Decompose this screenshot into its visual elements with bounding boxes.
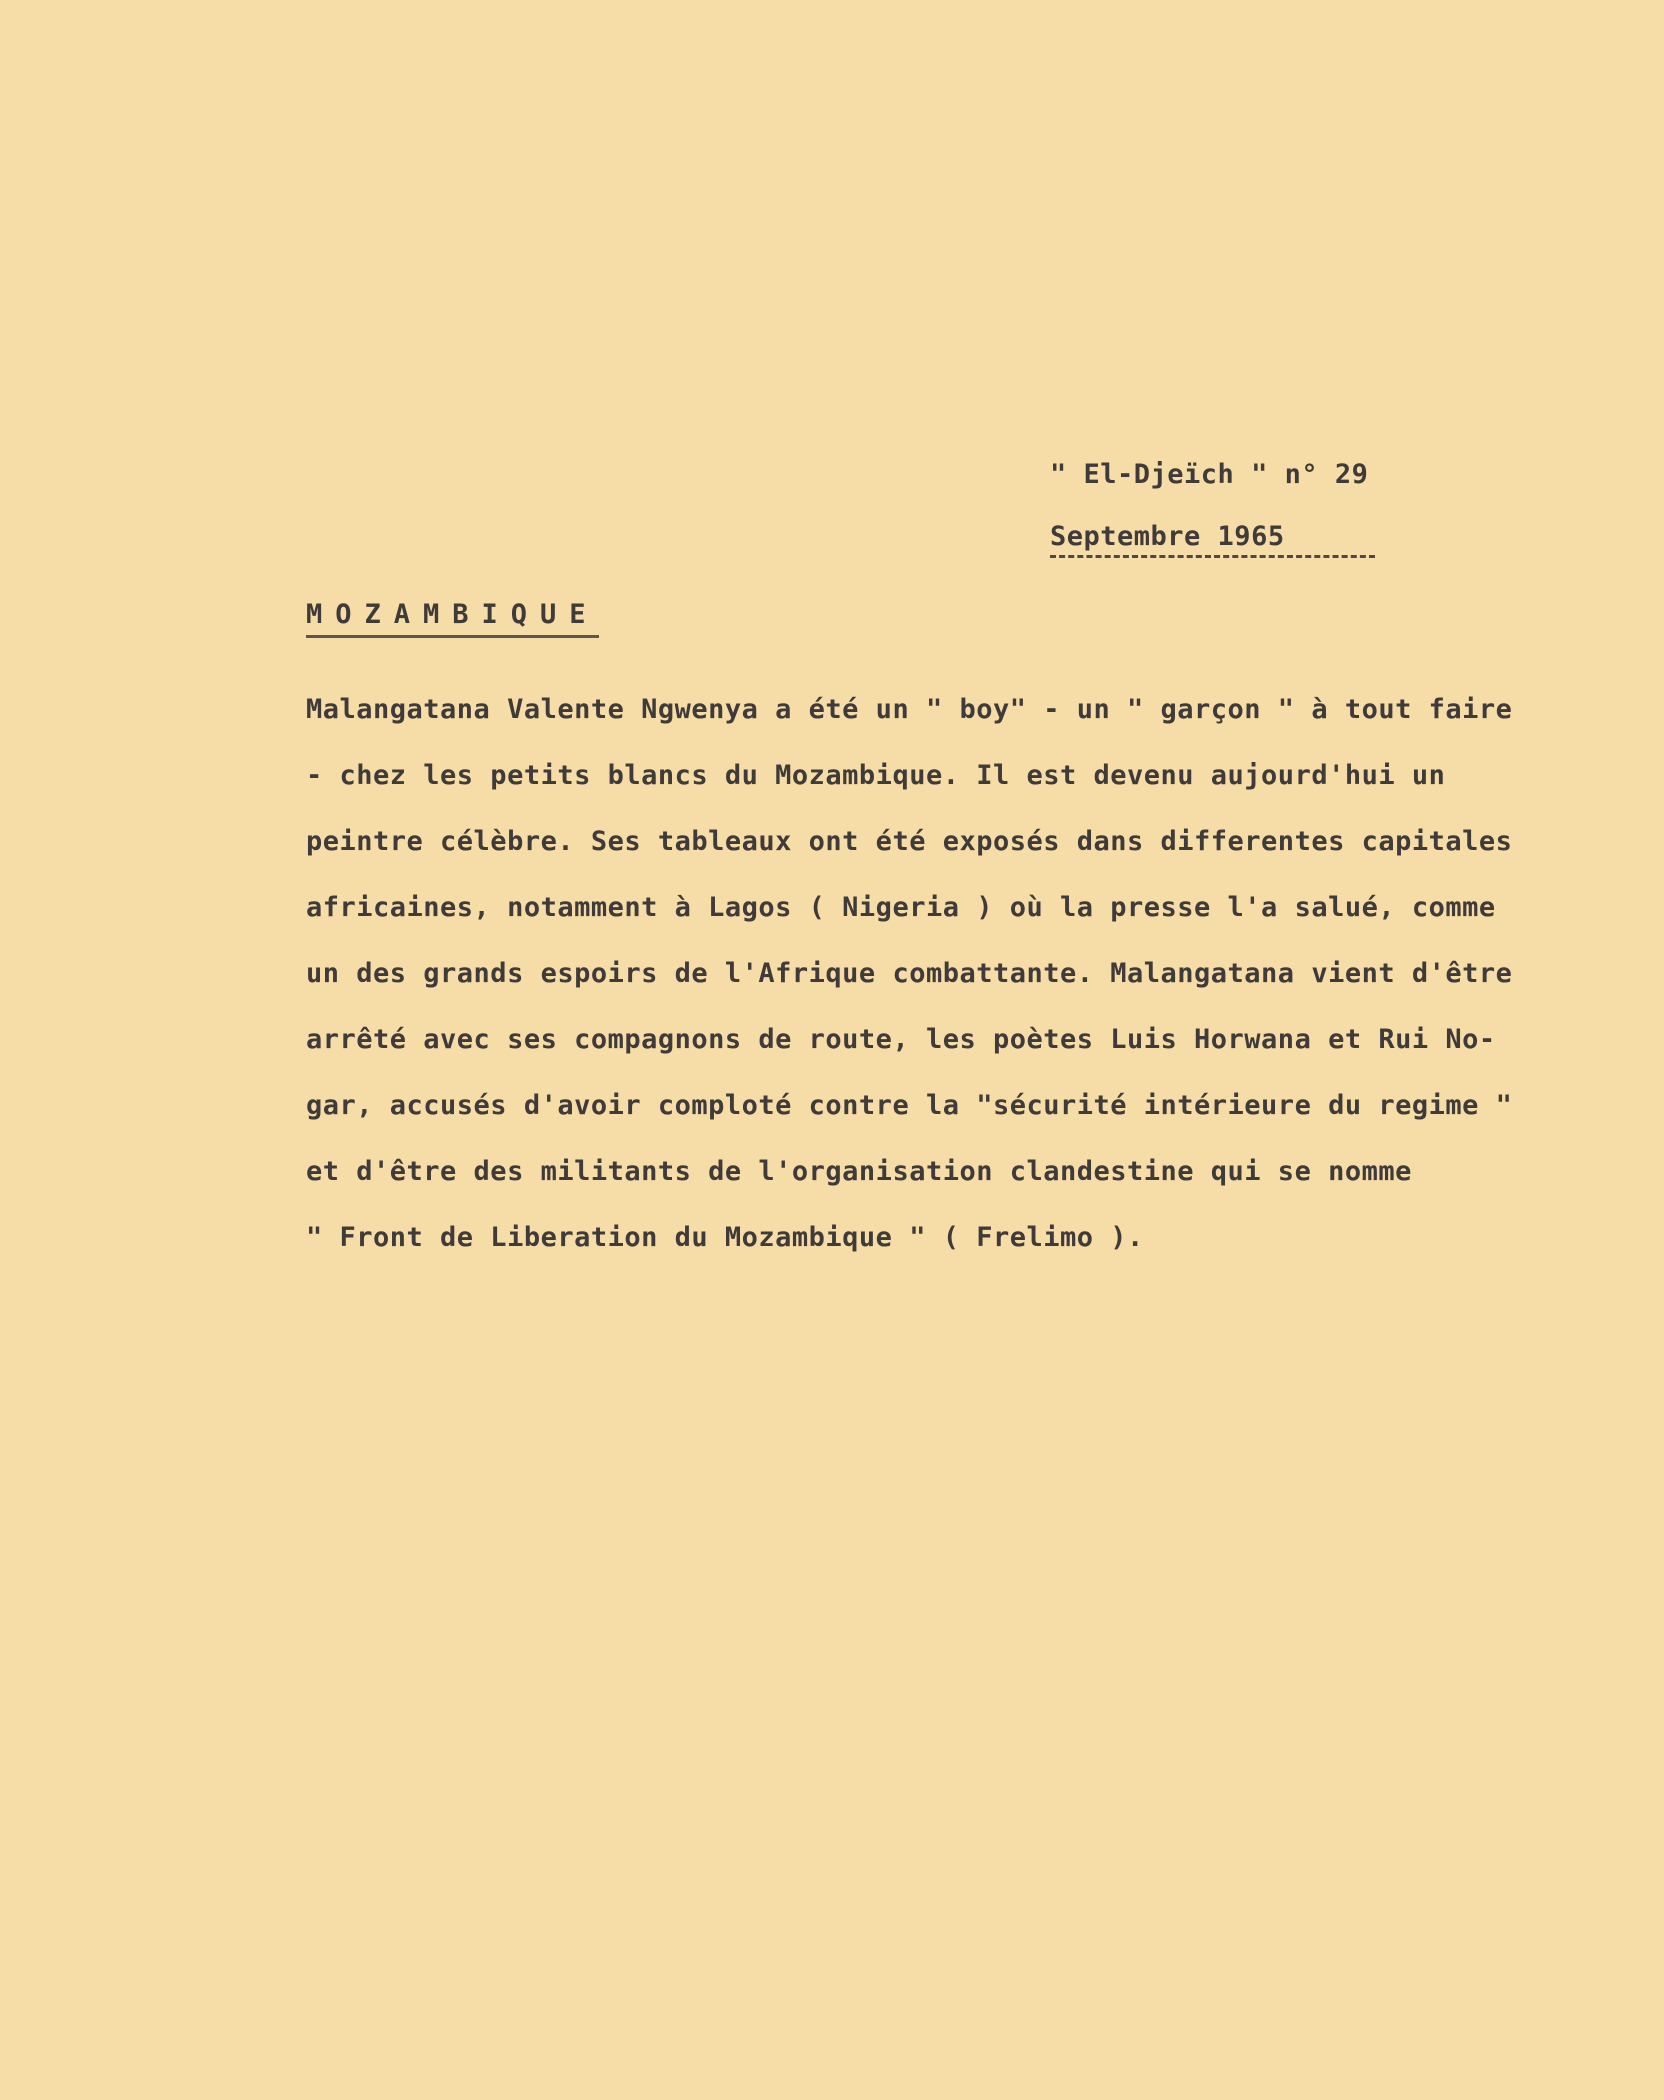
- body-text: [306, 690, 1651, 1284]
- publication-date: Septembre 1965: [1050, 519, 1375, 558]
- body-line: un des grands espoirs de l'Afrique combattante. Malangatana vient d'être: [306, 958, 1513, 989]
- body-line: peintre célèbre. Ses tableaux ont été exposés dans differentes capitales: [306, 826, 1513, 857]
- source-reference: " El-Djeïch " n° 29: [1050, 459, 1369, 490]
- body-line: - chez les petits blancs du Mozambique. Il est devenu aujourd'hui un: [306, 760, 1446, 791]
- body-line: Malangatana Valente Ngwenya a été un " boy" - un " garçon " à tout faire: [306, 694, 1513, 725]
- body-line: et d'être des militants de l'organisation clandestine qui se nomme: [306, 1156, 1412, 1187]
- body-line: " Front de Liberation du Mozambique " ( Frelimo ).: [306, 1222, 1144, 1253]
- body-line: gar, accusés d'avoir comploté contre la "sécurité intérieure du regime ": [306, 1090, 1513, 1121]
- section-title: MOZAMBIQUE: [306, 597, 599, 638]
- document-header: [1050, 455, 1480, 558]
- body-line: arrêté avec ses compagnons de route, les poètes Luis Horwana et Rui No-: [306, 1024, 1496, 1055]
- body-line: africaines, notamment à Lagos ( Nigeria ) où la presse l'a salué, comme: [306, 892, 1496, 923]
